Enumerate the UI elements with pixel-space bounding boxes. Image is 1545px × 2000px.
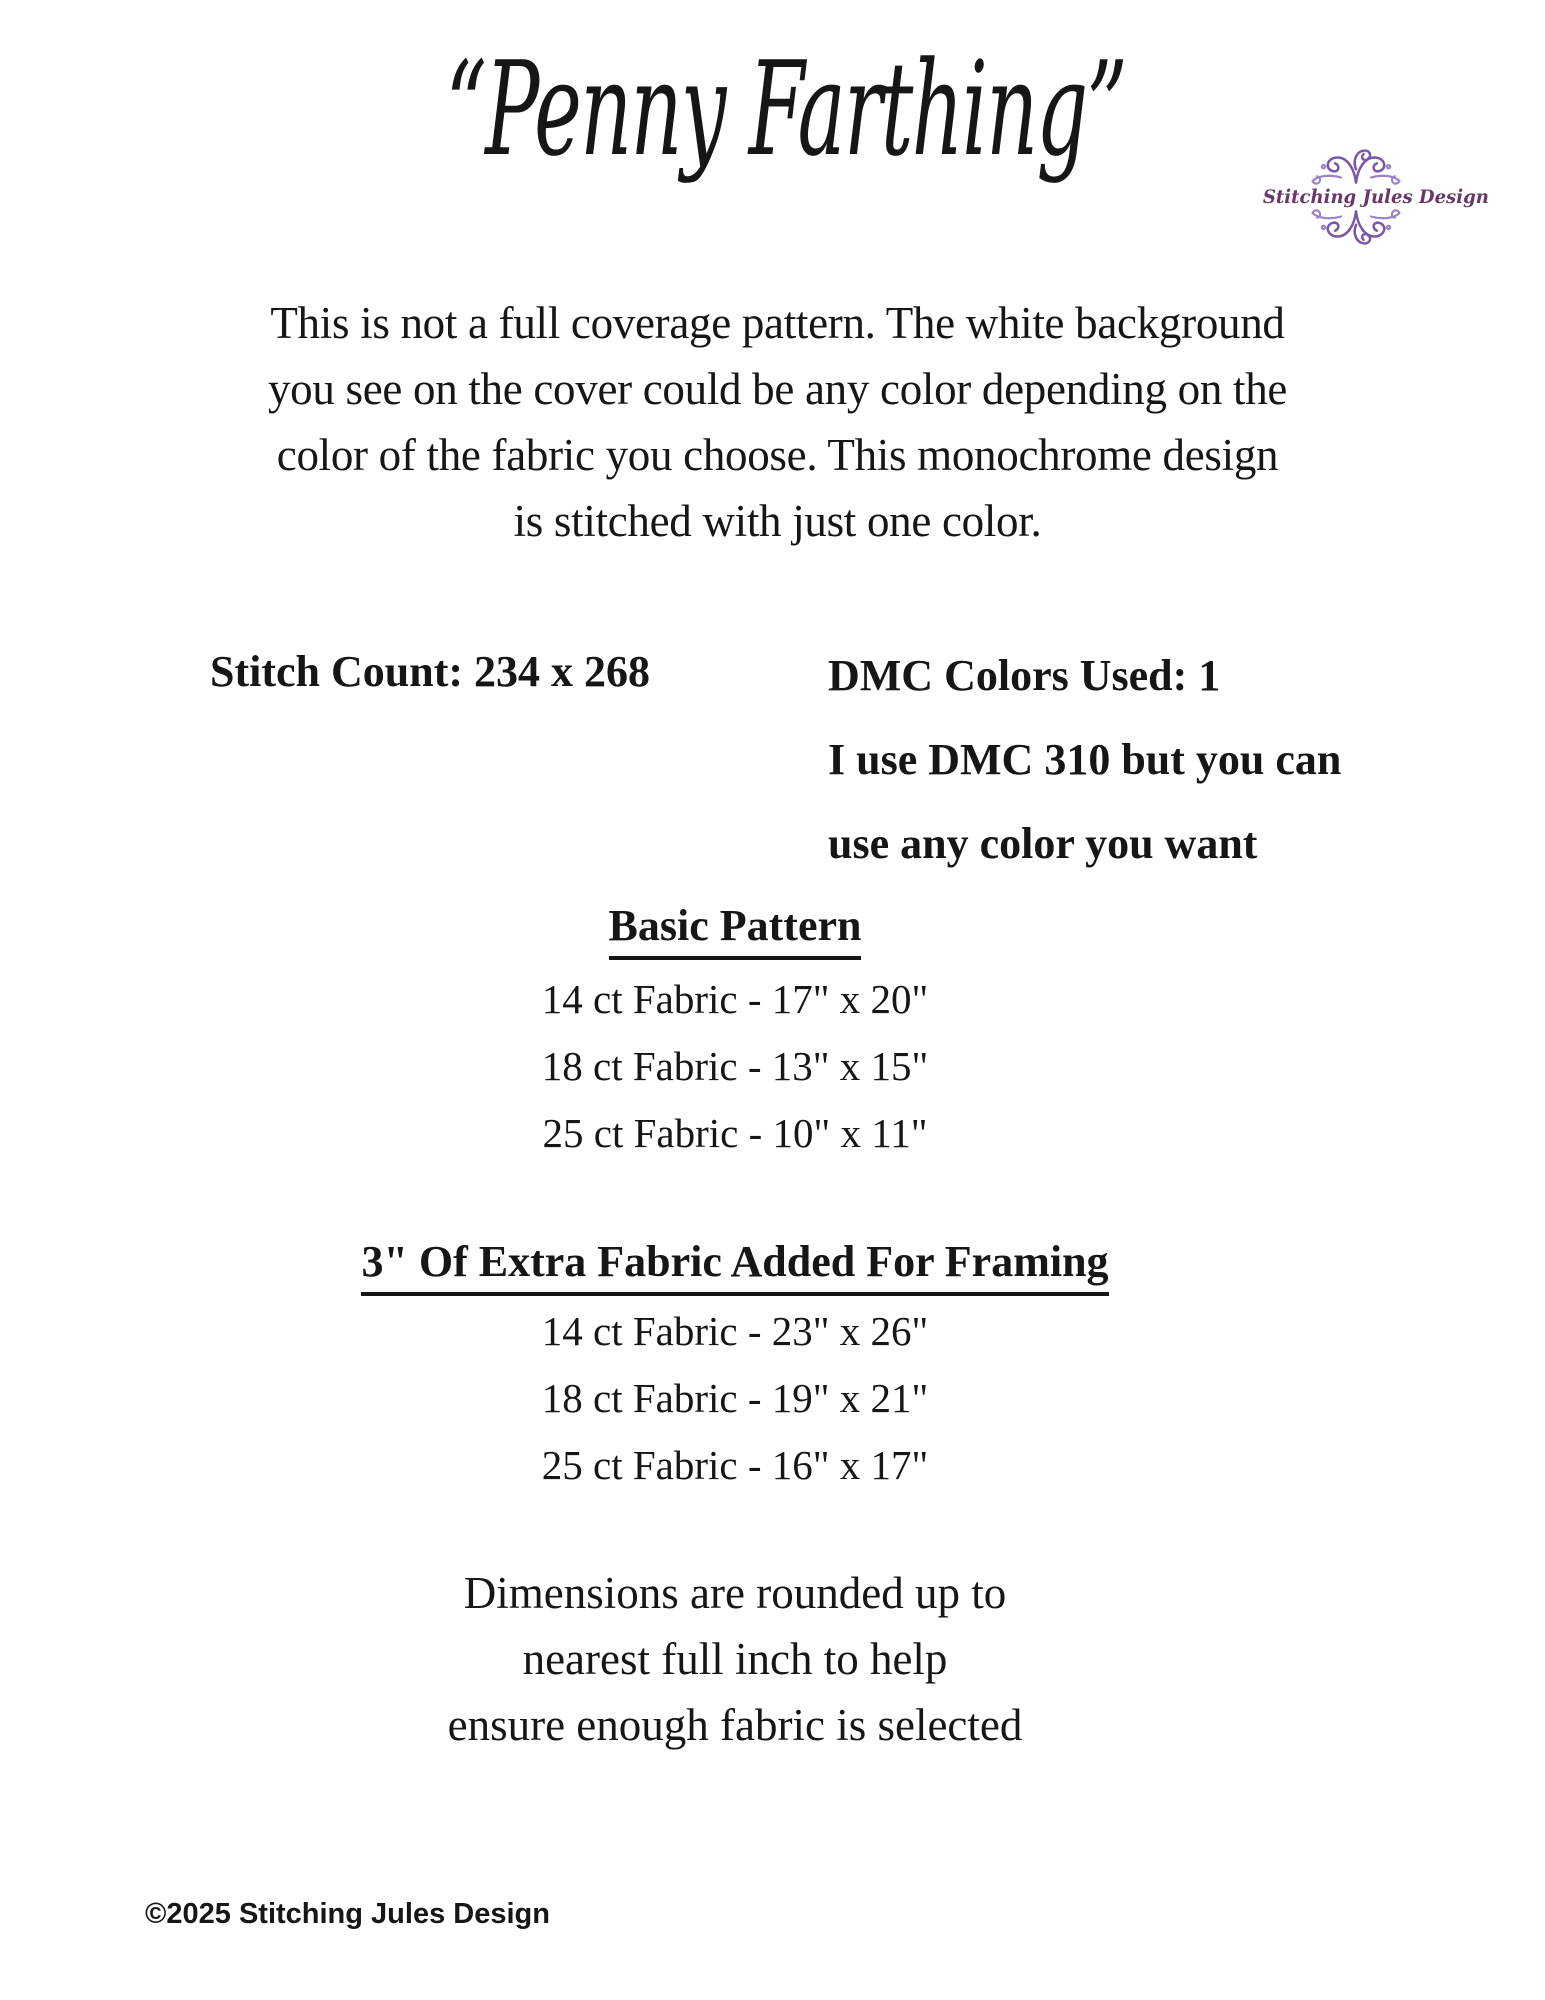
fabric-size-row: 14 ct Fabric - 23" x 26"	[541, 1308, 929, 1354]
fabric-size-row: 18 ct Fabric - 13" x 15"	[541, 1043, 929, 1089]
note-line: Dimensions are rounded up to	[463, 1568, 1007, 1618]
intro-paragraph	[10, 290, 1545, 554]
framing-heading-row	[0, 1234, 1470, 1296]
note-line: ensure enough fabric is selected	[447, 1700, 1023, 1750]
page-title-text: “Penny Farthing”	[445, 33, 1126, 185]
fabric-size-row: 25 ct Fabric - 10" x 11"	[542, 1110, 928, 1156]
basic-pattern-heading: Basic Pattern	[609, 898, 862, 960]
fabric-size-row: 25 ct Fabric - 16" x 17"	[541, 1442, 929, 1488]
brand-logo-text: Stitching Jules Design	[1262, 186, 1489, 208]
framing-heading: 3" Of Extra Fabric Added For Framing	[361, 1234, 1108, 1296]
intro-line: This is not a full coverage pattern. The white background	[270, 298, 1285, 348]
intro-line: color of the fabric you choose. This monochrome design	[276, 430, 1279, 480]
dimensions-note	[0, 1560, 1470, 1758]
dmc-line: I use DMC 310 but you can	[828, 735, 1342, 784]
stitch-count-label: Stitch Count: 234 x 268	[210, 647, 651, 696]
dmc-line: use any color you want	[828, 819, 1258, 868]
fabric-size-row: 14 ct Fabric - 17" x 20"	[541, 976, 929, 1022]
brand-logo	[1258, 144, 1489, 250]
intro-line: you see on the cover could be any color depending on the	[267, 364, 1288, 414]
basic-pattern-size-list	[0, 966, 1470, 1167]
basic-pattern-heading-row	[0, 898, 1470, 960]
dmc-colors-used-line: DMC Colors Used: 1	[828, 651, 1221, 700]
copyright-footer: ©2025 Stitching Jules Design	[145, 1898, 550, 1930]
dmc-colors-info	[828, 634, 1341, 886]
note-line: nearest full inch to help	[522, 1634, 948, 1684]
flourish-top-icon	[1306, 144, 1406, 186]
intro-line: is stitched with just one color.	[513, 496, 1042, 546]
fabric-size-row: 18 ct Fabric - 19" x 21"	[541, 1375, 929, 1421]
flourish-bottom-icon	[1306, 208, 1406, 250]
framing-size-list	[0, 1298, 1470, 1499]
